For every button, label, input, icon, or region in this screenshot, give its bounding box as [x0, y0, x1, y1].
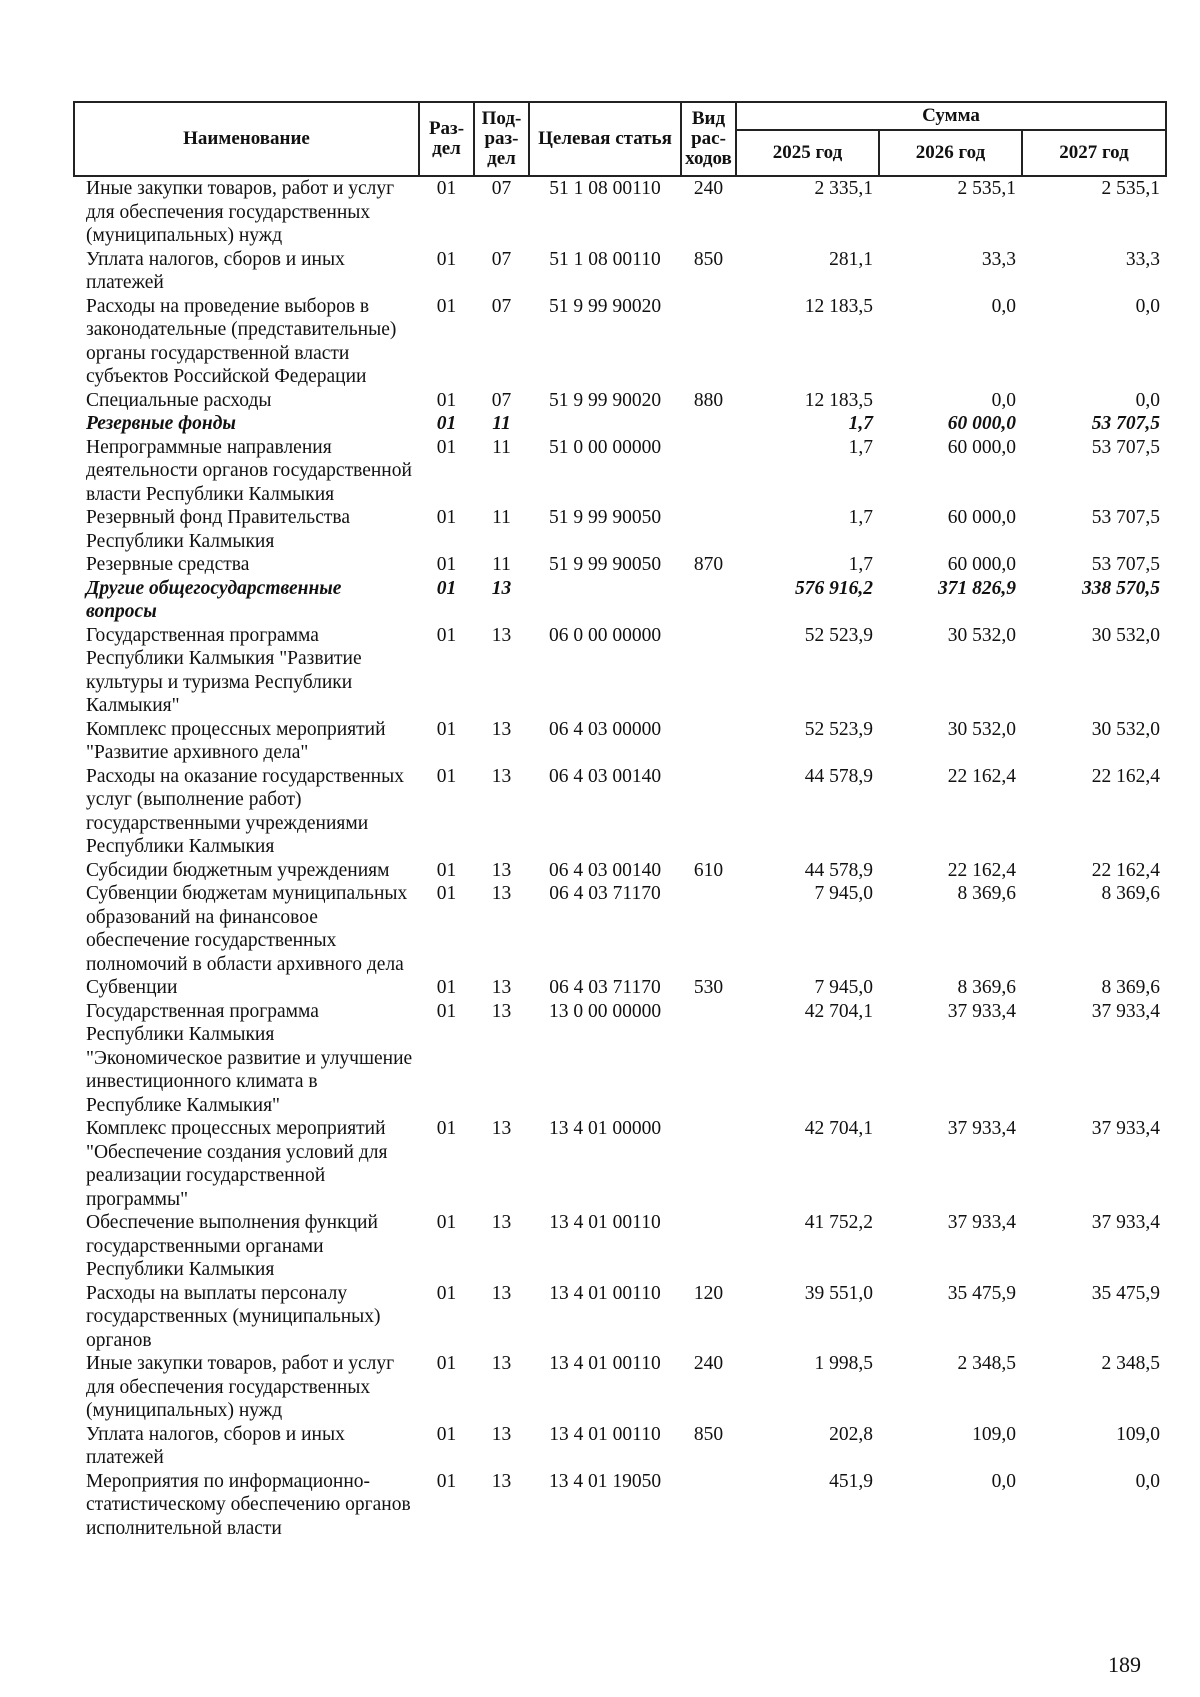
cell-celevaya-statya: 51 1 08 00110 [549, 178, 661, 199]
cell-podrazdel: 13 [491, 577, 512, 599]
cell-razdel: 01 [436, 1353, 457, 1374]
cell-celevaya-statya: 13 4 01 00110 [549, 1423, 661, 1445]
cell-sum-2027: 30 532,0 [1091, 624, 1161, 646]
cell-razdel: 01 [436, 883, 457, 904]
header-name: Наименование [74, 102, 419, 176]
cell-vid-rashodov: 240 [693, 178, 724, 199]
cell-sum-2025: 1,7 [848, 507, 873, 528]
table-row [74, 859, 1166, 883]
cell-razdel: 01 [436, 859, 457, 881]
cell-sum-2027: 2 535,1 [1101, 178, 1161, 199]
table-row [74, 577, 1166, 624]
cell-sum-2026: 109,0 [972, 1423, 1016, 1445]
cell-celevaya-statya: 06 0 00 00000 [548, 624, 662, 646]
cell-name: Субвенции [86, 977, 178, 998]
cell-name: Расходы на выплаты персоналу государственных (муниципальных) органов [86, 1282, 381, 1351]
page-number: 189 [1108, 1652, 1141, 1677]
cell-celevaya-statya: 13 4 01 00110 [549, 1212, 661, 1233]
cell-sum-2025: 7 945,0 [814, 977, 873, 998]
cell-podrazdel: 07 [491, 389, 512, 411]
cell-celevaya-statya: 13 4 01 19050 [548, 1470, 662, 1492]
cell-sum-2025: 39 551,0 [804, 1282, 873, 1304]
cell-celevaya-statya: 51 9 99 90020 [548, 389, 662, 411]
cell-vid-rashodov [681, 295, 736, 389]
cell-vid-rashodov [681, 436, 736, 507]
cell-podrazdel: 13 [491, 1353, 512, 1374]
cell-razdel: 01 [436, 295, 457, 317]
cell-name: Комплекс процессных мероприятий "Обеспечение создания условий для реализации государственной программы" [86, 1118, 388, 1210]
cell-razdel: 01 [436, 1470, 457, 1492]
header-year-2026: 2026 год [879, 130, 1022, 176]
cell-sum-2027: 30 532,0 [1091, 718, 1161, 740]
table-row [74, 1117, 1166, 1211]
table-row [74, 1000, 1166, 1118]
cell-name: Расходы на проведение выборов в законодательные (представительные) органы государственной власти субъектов Российской Федерации [86, 295, 397, 387]
cell-sum-2025: 12 183,5 [804, 295, 873, 317]
cell-sum-2026: 37 933,4 [947, 1212, 1016, 1233]
table-row [74, 718, 1166, 765]
table-row [74, 436, 1166, 507]
cell-podrazdel: 13 [491, 1470, 512, 1492]
cell-celevaya-statya: 51 1 08 00110 [549, 248, 661, 270]
header-year-2027: 2027 год [1022, 130, 1166, 176]
cell-sum-2026: 8 369,6 [957, 977, 1016, 998]
cell-razdel: 01 [436, 718, 457, 740]
cell-sum-2027: 37 933,4 [1091, 1212, 1161, 1233]
cell-name: Субсидии бюджетным учреждениям [86, 859, 390, 881]
table-row [74, 389, 1166, 413]
cell-celevaya-statya [529, 412, 681, 436]
cell-celevaya-statya: 06 4 03 00000 [548, 718, 662, 740]
cell-sum-2025: 7 945,0 [814, 883, 873, 904]
cell-celevaya-statya: 06 4 03 71170 [549, 977, 661, 998]
table-header [74, 102, 1166, 176]
cell-sum-2026: 22 162,4 [947, 765, 1016, 787]
cell-name: Уплата налогов, сборов и иных платежей [86, 1423, 345, 1468]
cell-celevaya-statya: 06 4 03 00140 [548, 765, 662, 787]
cell-celevaya-statya: 13 0 00 00000 [548, 1000, 662, 1022]
table-row [74, 295, 1166, 389]
cell-name: Уплата налогов, сборов и иных платежей [86, 248, 345, 293]
cell-sum-2027: 33,3 [1125, 248, 1161, 270]
table-row [74, 624, 1166, 718]
header-vid-rashodov: Вид рас-ходов [681, 102, 736, 176]
cell-podrazdel: 13 [491, 1118, 512, 1139]
cell-sum-2027: 35 475,9 [1091, 1282, 1161, 1304]
cell-razdel: 01 [436, 178, 457, 199]
cell-vid-rashodov [681, 1211, 736, 1282]
cell-vid-rashodov [681, 1470, 736, 1541]
table-row [74, 1211, 1166, 1282]
cell-vid-rashodov [681, 577, 736, 624]
cell-sum-2025: 202,8 [829, 1423, 873, 1445]
cell-podrazdel: 11 [492, 413, 511, 434]
cell-sum-2025: 451,9 [829, 1470, 873, 1492]
cell-sum-2027: 37 933,4 [1091, 1000, 1161, 1022]
cell-razdel: 01 [436, 1212, 457, 1233]
cell-sum-2025: 44 578,9 [804, 765, 873, 787]
cell-podrazdel: 13 [491, 883, 512, 904]
cell-razdel: 01 [436, 413, 457, 434]
cell-vid-rashodov [681, 1117, 736, 1211]
cell-vid-rashodov: 870 [693, 554, 724, 575]
cell-razdel: 01 [436, 765, 457, 787]
cell-vid-rashodov [681, 506, 736, 553]
cell-podrazdel: 13 [491, 1423, 512, 1445]
table-body [74, 176, 1166, 1540]
cell-vid-rashodov: 850 [693, 248, 724, 270]
cell-vid-rashodov: 530 [693, 977, 724, 998]
cell-sum-2026: 60 000,0 [947, 436, 1016, 458]
cell-podrazdel: 13 [491, 1000, 512, 1022]
cell-razdel: 01 [436, 977, 457, 998]
table-row [74, 412, 1166, 436]
cell-sum-2025: 2 335,1 [814, 178, 873, 199]
table-row [74, 976, 1166, 1000]
cell-name: Непрограммные направления деятельности органов государственной власти Республики Калмыкия [86, 436, 412, 505]
cell-sum-2026: 22 162,4 [947, 859, 1016, 881]
cell-name: Государственная программа Республики Калмыкия "Экономическое развитие и улучшение инвестиционного климата в Республике Калмыкия" [86, 1000, 413, 1116]
cell-vid-rashodov [681, 412, 736, 436]
cell-sum-2026: 0,0 [991, 1470, 1016, 1492]
cell-razdel: 01 [436, 248, 457, 270]
cell-podrazdel: 13 [491, 859, 512, 881]
table-row [74, 765, 1166, 859]
cell-podrazdel: 13 [491, 1212, 512, 1233]
cell-sum-2027: 53 707,5 [1091, 436, 1161, 458]
cell-sum-2026: 2 348,5 [957, 1353, 1016, 1374]
cell-razdel: 01 [436, 554, 457, 575]
cell-sum-2025: 576 916,2 [795, 577, 873, 599]
cell-name: Расходы на оказание государственных услуг (выполнение работ) государственными учреждениями Республики Калмыкия [86, 765, 404, 857]
cell-sum-2027: 8 369,6 [1101, 977, 1161, 998]
budget-table [73, 101, 1167, 1540]
cell-vid-rashodov: 610 [693, 859, 724, 881]
cell-podrazdel: 13 [491, 624, 512, 646]
header-podrazdel: Под-раз-дел [474, 102, 529, 176]
cell-sum-2026: 30 532,0 [947, 718, 1016, 740]
cell-razdel: 01 [436, 1000, 457, 1022]
cell-sum-2025: 1,7 [848, 554, 873, 575]
cell-razdel: 01 [436, 507, 457, 528]
cell-sum-2027: 2 348,5 [1101, 1353, 1161, 1374]
cell-name: Резервные средства [86, 554, 250, 575]
cell-sum-2025: 1,7 [848, 436, 873, 458]
cell-podrazdel: 07 [491, 295, 512, 317]
table-row [74, 553, 1166, 577]
cell-razdel: 01 [436, 577, 457, 599]
cell-sum-2026: 2 535,1 [957, 178, 1016, 199]
cell-sum-2026: 33,3 [981, 248, 1016, 270]
cell-vid-rashodov: 850 [693, 1423, 724, 1445]
table-row [74, 882, 1166, 976]
table-row [74, 176, 1166, 248]
cell-podrazdel: 13 [491, 977, 512, 998]
cell-sum-2027: 0,0 [1135, 1470, 1161, 1492]
cell-sum-2027: 37 933,4 [1091, 1118, 1161, 1139]
cell-sum-2026: 60 000,0 [947, 507, 1016, 528]
cell-sum-2026: 30 532,0 [947, 624, 1016, 646]
cell-sum-2027: 53 707,5 [1091, 554, 1161, 575]
cell-celevaya-statya: 13 4 01 00110 [549, 1353, 661, 1374]
cell-celevaya-statya: 51 9 99 90050 [548, 554, 662, 575]
cell-sum-2027: 22 162,4 [1091, 859, 1161, 881]
cell-celevaya-statya: 06 4 03 71170 [549, 883, 661, 904]
table-row [74, 506, 1166, 553]
table-row [74, 1470, 1166, 1541]
header-year-2025: 2025 год [736, 130, 879, 176]
cell-sum-2026: 35 475,9 [947, 1282, 1016, 1304]
cell-sum-2025: 44 578,9 [804, 859, 873, 881]
cell-podrazdel: 13 [491, 765, 512, 787]
cell-name: Иные закупки товаров, работ и услуг для обеспечения государственных (муниципальных) нужд [86, 1353, 395, 1421]
cell-vid-rashodov [681, 1000, 736, 1118]
cell-vid-rashodov [681, 765, 736, 859]
cell-vid-rashodov [681, 718, 736, 765]
cell-celevaya-statya: 51 9 99 90050 [548, 507, 662, 528]
cell-vid-rashodov: 880 [693, 389, 724, 411]
cell-celevaya-statya: 13 4 01 00000 [548, 1118, 662, 1139]
cell-sum-2026: 60 000,0 [947, 554, 1016, 575]
cell-sum-2027: 109,0 [1116, 1423, 1161, 1445]
cell-celevaya-statya [529, 577, 681, 624]
cell-sum-2025: 281,1 [829, 248, 873, 270]
budget-table-container [73, 101, 1165, 1540]
cell-podrazdel: 11 [492, 436, 511, 458]
cell-sum-2025: 52 523,9 [804, 624, 873, 646]
table-row [74, 1352, 1166, 1423]
cell-sum-2027: 0,0 [1135, 389, 1161, 411]
cell-vid-rashodov: 240 [693, 1353, 724, 1374]
cell-sum-2025: 42 704,1 [804, 1000, 873, 1022]
cell-sum-2025: 41 752,2 [804, 1212, 873, 1233]
cell-podrazdel: 07 [491, 178, 512, 199]
cell-sum-2025: 1 998,5 [814, 1353, 873, 1374]
cell-sum-2025: 1,7 [848, 413, 873, 434]
cell-sum-2027: 0,0 [1135, 295, 1161, 317]
cell-name: Субвенции бюджетам муниципальных образований на финансовое обеспечение государственных полномочий в области архивного дела [86, 883, 408, 975]
cell-vid-rashodov [681, 624, 736, 718]
cell-celevaya-statya: 06 4 03 00140 [548, 859, 662, 881]
cell-sum-2027: 53 707,5 [1091, 507, 1161, 528]
cell-sum-2026: 37 933,4 [947, 1118, 1016, 1139]
cell-sum-2026: 37 933,4 [947, 1000, 1016, 1022]
cell-celevaya-statya: 13 4 01 00110 [549, 1282, 661, 1304]
cell-name: Обеспечение выполнения функций государственными органами Республики Калмыкия [86, 1212, 378, 1280]
cell-vid-rashodov: 120 [693, 1282, 724, 1304]
cell-sum-2027: 22 162,4 [1091, 765, 1161, 787]
cell-razdel: 01 [436, 624, 457, 646]
cell-podrazdel: 07 [491, 248, 512, 270]
cell-sum-2026: 60 000,0 [947, 413, 1016, 434]
cell-celevaya-statya: 51 0 00 00000 [548, 436, 662, 458]
cell-name: Иные закупки товаров, работ и услуг для обеспечения государственных (муниципальных) нужд [86, 178, 395, 246]
cell-sum-2026: 8 369,6 [957, 883, 1016, 904]
cell-name: Другие общегосударственные вопросы [86, 577, 342, 622]
cell-podrazdel: 13 [491, 718, 512, 740]
cell-razdel: 01 [436, 1118, 457, 1139]
cell-name: Специальные расходы [86, 389, 272, 411]
cell-podrazdel: 13 [491, 1282, 512, 1304]
cell-sum-2025: 42 704,1 [804, 1118, 873, 1139]
cell-name: Комплекс процессных мероприятий "Развитие архивного дела" [86, 718, 386, 763]
cell-vid-rashodov [681, 882, 736, 976]
cell-razdel: 01 [436, 389, 457, 411]
cell-name: Резервные фонды [86, 413, 236, 434]
table-row [74, 248, 1166, 295]
cell-name: Государственная программа Республики Калмыкия "Развитие культуры и туризма Республики Калмыкия" [86, 624, 362, 716]
cell-sum-2026: 371 826,9 [938, 577, 1016, 599]
cell-name: Мероприятия по информационно-статистическому обеспечению органов исполнительной власти [86, 1470, 411, 1539]
cell-sum-2027: 338 570,5 [1082, 577, 1161, 599]
cell-sum-2025: 52 523,9 [804, 718, 873, 740]
header-summa: Сумма [736, 102, 1166, 130]
cell-sum-2026: 0,0 [991, 389, 1016, 411]
cell-celevaya-statya: 51 9 99 90020 [548, 295, 662, 317]
table-row [74, 1423, 1166, 1470]
cell-sum-2026: 0,0 [991, 295, 1016, 317]
cell-podrazdel: 11 [492, 554, 511, 575]
cell-razdel: 01 [436, 436, 457, 458]
header-celevaya-statya: Целевая статья [529, 102, 681, 176]
cell-razdel: 01 [436, 1423, 457, 1445]
cell-sum-2027: 53 707,5 [1091, 413, 1161, 434]
cell-sum-2027: 8 369,6 [1101, 883, 1161, 904]
cell-razdel: 01 [436, 1282, 457, 1304]
header-razdel: Раз-дел [419, 102, 474, 176]
cell-name: Резервный фонд Правительства Республики Калмыкия [86, 507, 350, 552]
cell-sum-2025: 12 183,5 [804, 389, 873, 411]
table-row [74, 1282, 1166, 1353]
cell-podrazdel: 11 [492, 507, 511, 528]
